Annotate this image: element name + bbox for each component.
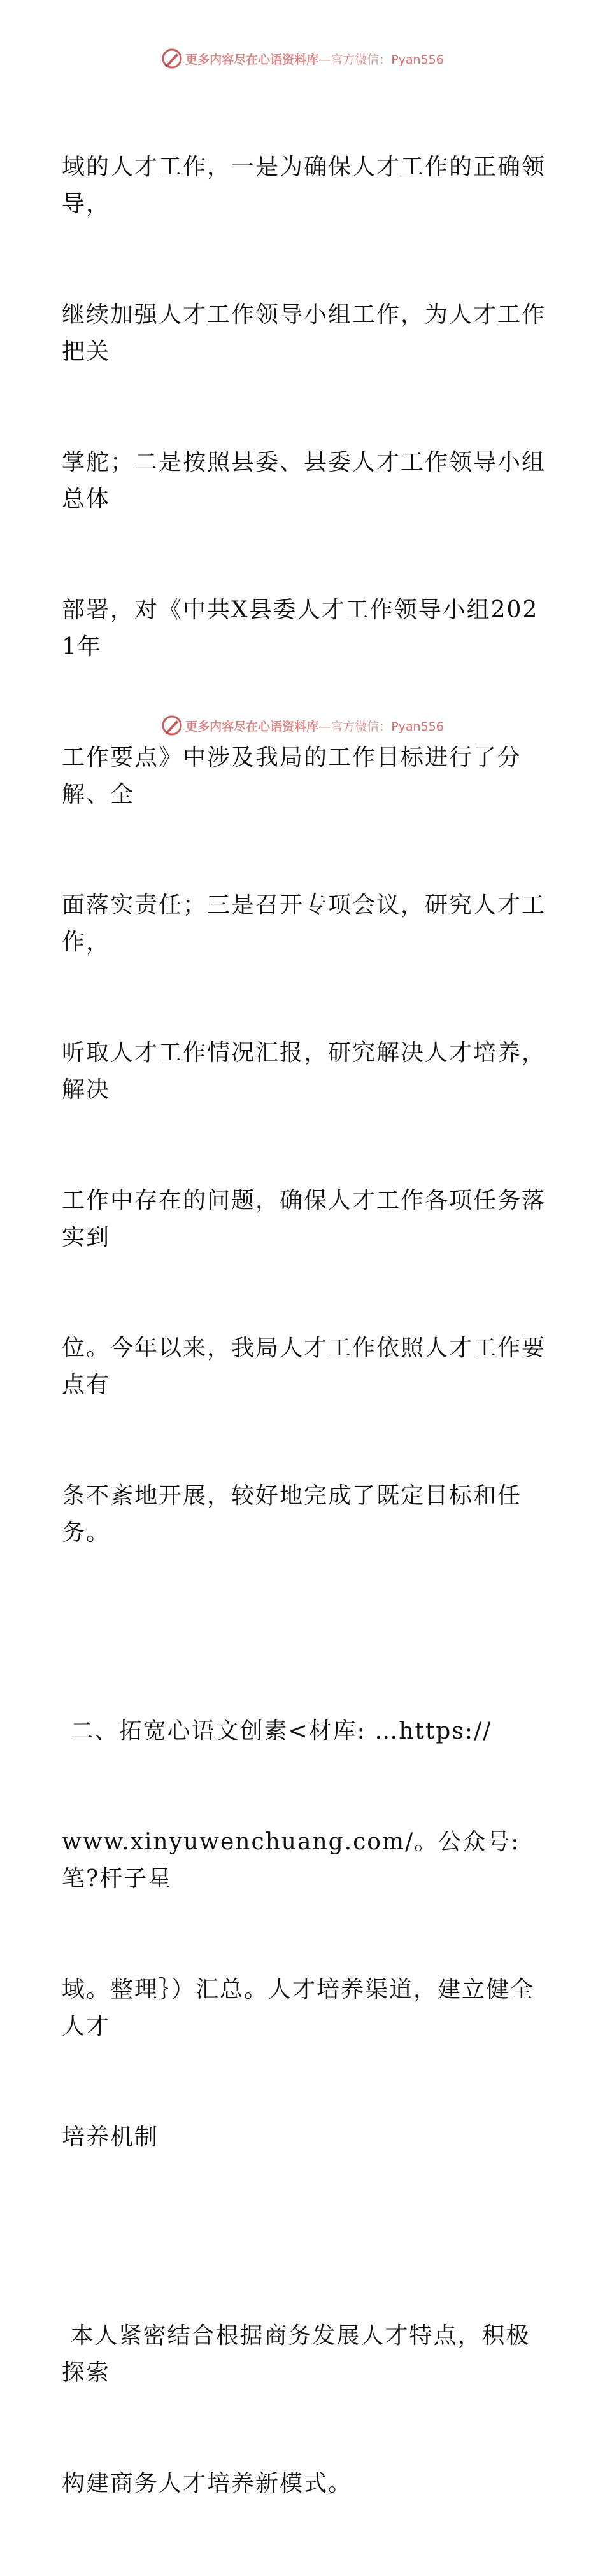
- footer-watermark: [0, 713, 605, 738]
- paragraph-3-line: 构建商务人才培养新模式。: [62, 2470, 353, 2496]
- paragraph-2-line: 域。整理｝）汇总。人才培养渠道，建立健全人才: [62, 1977, 535, 2040]
- paragraph-1-line: 位。今年以来，我局人才工作依照人才工作要点有: [62, 1335, 546, 1398]
- footer-wechat-label: 官方微信：: [331, 719, 392, 734]
- header-watermark-text: [185, 50, 444, 67]
- paragraph-1-line: 面落实责任；三是召开专项会议，研究人才工作，: [62, 892, 546, 955]
- paragraph-2-line: www.xinyuwenchuang.com/。公众号: 笔?杆子星: [62, 1829, 529, 1892]
- paragraph-1-line: 工作要点》中涉及我局的工作目标进行了分解、全: [62, 745, 522, 808]
- paragraph-3: [62, 2244, 546, 2576]
- header-wechat-id: Pyan556: [391, 52, 444, 67]
- paragraph-1: [62, 75, 546, 1625]
- paragraph-2-line: 二、拓宽心语文创素<材库: …https://: [62, 1718, 492, 1744]
- footer-watermark-text: [185, 717, 444, 734]
- paragraph-1-line: 掌舵；二是按照县委、县委人才工作领导小组总体: [62, 449, 546, 512]
- header-watermark: [0, 46, 605, 71]
- paragraph-2: [62, 1639, 546, 2230]
- paragraph-1-line: 部署，对《中共X县委人才工作领导小组2021年: [62, 597, 539, 660]
- pen-logo-icon: [161, 715, 183, 736]
- paragraph-1-line: 条不紊地开展，较好地完成了既定目标和任务。: [62, 1483, 522, 1546]
- paragraph-1-line: 继续加强人才工作领导小组工作，为人才工作把关: [62, 302, 546, 365]
- footer-wechat-id: Pyan556: [391, 719, 444, 734]
- header-wechat-label: 官方微信：: [331, 52, 392, 67]
- document-body: [62, 75, 546, 2576]
- paragraph-1-line: 工作中存在的问题，确保人才工作各项任务落实到: [62, 1187, 546, 1250]
- paragraph-2-line: 培养机制: [62, 2124, 159, 2150]
- paragraph-1-line: 听取人才工作情况汇报，研究解决人才培养，解决: [62, 1040, 546, 1103]
- paragraph-1-line: 域的人才工作，一是为确保人才工作的正确领导，: [62, 154, 546, 217]
- paragraph-3-line: 本人紧密结合根据商务发展人才特点，积极探索: [62, 2323, 530, 2386]
- footer-site-text: 更多内容尽在心语资料库: [185, 719, 319, 734]
- header-site-text: 更多内容尽在心语资料库: [185, 52, 319, 67]
- footer-separator: —: [318, 719, 331, 734]
- pen-logo-icon: [161, 48, 183, 69]
- header-separator: —: [318, 52, 331, 67]
